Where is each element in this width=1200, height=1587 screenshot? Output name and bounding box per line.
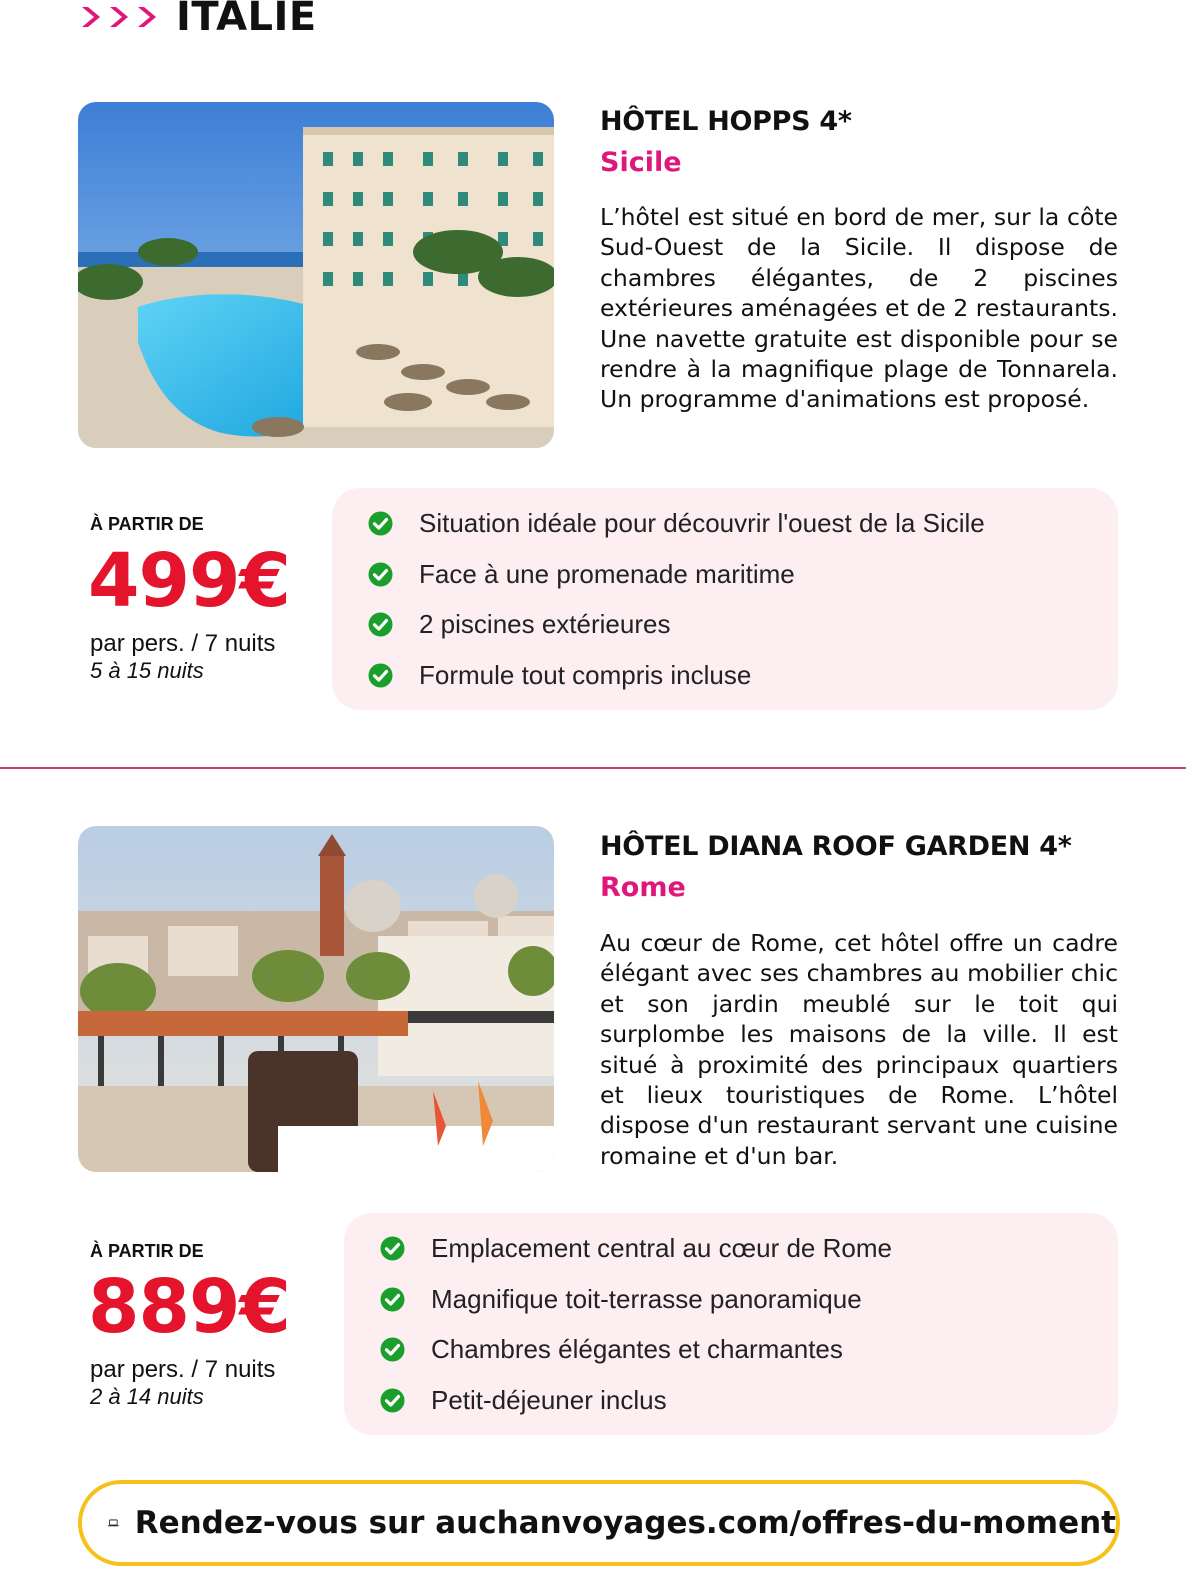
feature-text: Petit-déjeuner inclus (431, 1385, 667, 1415)
price-nights: 2 à 14 nuits (90, 1384, 204, 1409)
check-icon (368, 612, 393, 637)
price-per-person: par pers. / 7 nuits (90, 1356, 276, 1383)
list-item (368, 508, 985, 539)
feature-text: Magnifique toit-terrasse panoramique (431, 1284, 862, 1314)
list-item (380, 1284, 862, 1315)
website-link-text[interactable]: Rendez-vous sur auchanvoyages.com/offres-du-moment (134, 1505, 1116, 1541)
feature-text: Face à une promenade maritime (419, 559, 795, 589)
list-item (380, 1334, 843, 1365)
feature-list (332, 488, 1118, 710)
check-icon (380, 1236, 405, 1261)
feature-text: Formule tout compris incluse (419, 660, 752, 690)
price-value: 889€ (88, 1264, 290, 1350)
country-title: ITALIE (176, 0, 317, 40)
feature-text: Chambres élégantes et charmantes (431, 1334, 843, 1364)
triple-chevron-icon (78, 4, 162, 30)
hotel-description: L’hôtel est situé en bord de mer, sur la côte Sud-Ouest de la Sicile. Il dispose de chambres élégantes, de 2 piscines extérieures aménagées et de 2 restaurants. Une navette gratuite est disponible pour se rendre à la magnifique plage de Tonnarela. Un programme d'animations est proposé. (600, 203, 1118, 414)
hotel-name: HÔTEL HOPPS 4* (600, 106, 852, 137)
price-nights: 5 à 15 nuits (90, 658, 204, 683)
list-item (368, 559, 795, 590)
list-item (368, 609, 670, 640)
check-icon (368, 663, 393, 688)
list-item (380, 1385, 667, 1416)
laptop-icon (108, 1507, 119, 1539)
website-link-banner[interactable] (78, 1480, 1120, 1566)
list-item (380, 1233, 892, 1264)
hotel-hopps-photo (78, 102, 554, 448)
check-icon (380, 1388, 405, 1413)
hotel-description: Au cœur de Rome, cet hôtel offre un cadre élégant avec ses chambres au mobilier chic et son jardin meublé sur le toit qui surplombe les maisons de la ville. Il est situé à proximité des principaux quartiers et lieux touristiques de Rome. L’hôtel dispose d'un restaurant servant une cuisine romaine et d'un bar. (600, 929, 1118, 1170)
check-icon (380, 1287, 405, 1312)
check-icon (368, 562, 393, 587)
feature-list (344, 1213, 1118, 1435)
price-label: À PARTIR DE (90, 1241, 204, 1261)
feature-text: 2 piscines extérieures (419, 609, 671, 639)
section-header (78, 0, 317, 40)
hotel-location: Rome (600, 872, 686, 903)
hotel-location: Sicile (600, 147, 682, 178)
price-label: À PARTIR DE (90, 514, 204, 534)
check-icon (380, 1337, 405, 1362)
hotel-name: HÔTEL DIANA ROOF GARDEN 4* (600, 831, 1072, 862)
check-icon (368, 511, 393, 536)
price-value: 499€ (88, 538, 290, 624)
feature-text: Situation idéale pour découvrir l'ouest de la Sicile (419, 508, 985, 538)
hotel-diana-photo (78, 826, 554, 1172)
feature-text: Emplacement central au cœur de Rome (431, 1233, 892, 1263)
list-item (368, 660, 751, 691)
price-per-person: par pers. / 7 nuits (90, 630, 276, 657)
section-divider (0, 767, 1186, 769)
